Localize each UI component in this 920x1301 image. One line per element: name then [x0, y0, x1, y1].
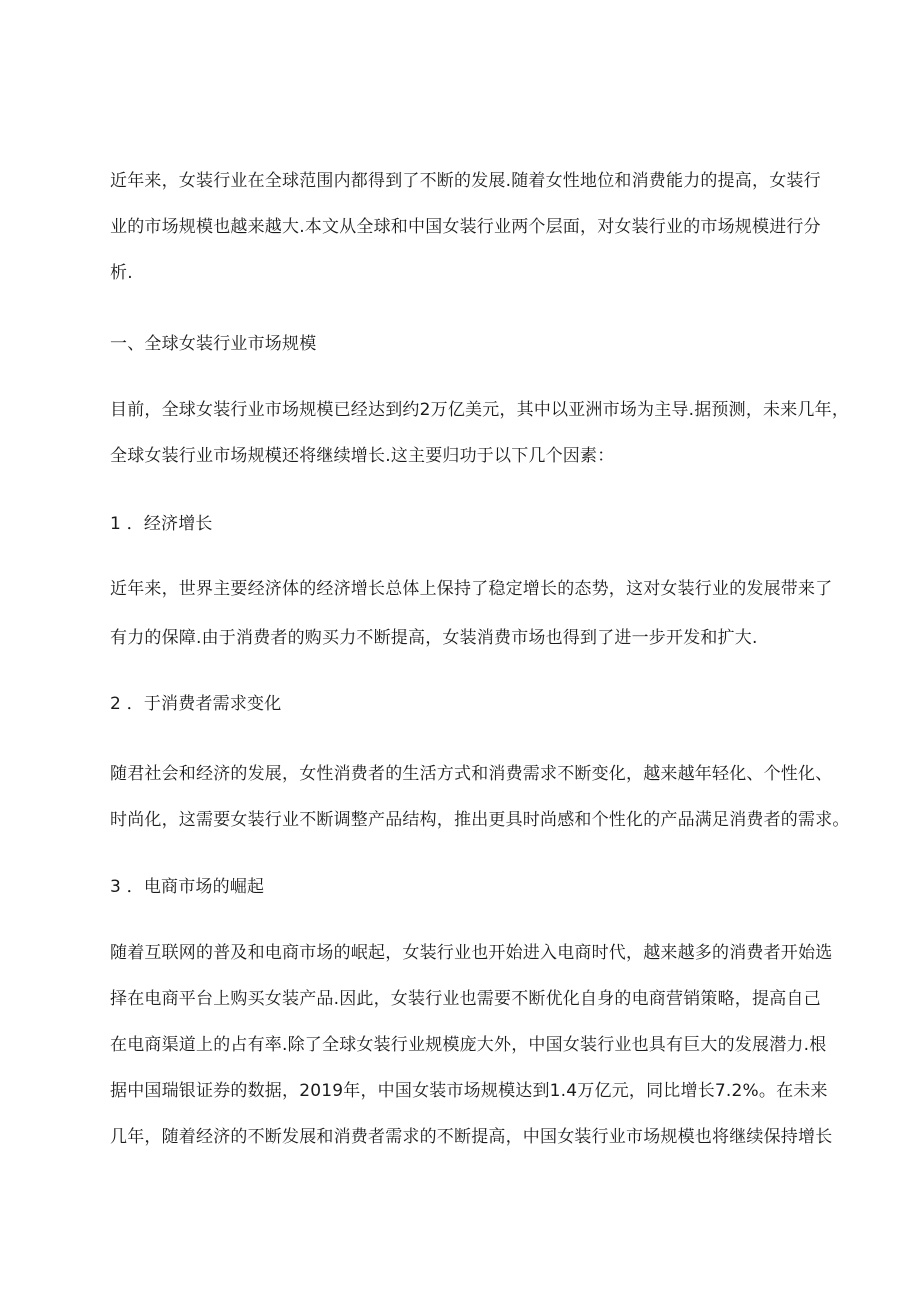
factor1-heading: 1 ．经济增长 — [110, 514, 213, 534]
intro-line-3: 析. — [110, 263, 133, 283]
factor3-line-3: 在电商渠道上的占有率.除了全球女装行业规模庞大外，中国女装行业也具有巨大的发展潜力.根 — [110, 1035, 827, 1055]
factor3-line-1: 随着互联网的普及和电商市场的岷起，女装行业也开始进入电商时代，越来越多的消费者开始选 — [110, 943, 833, 963]
factor2-heading: 2 ．于消费者需求变化 — [110, 694, 282, 714]
factor1-line-1: 近年来，世界主要经济体的经济增长总体上保持了稳定增长的态势，这对女装行业的发展带来了 — [110, 579, 833, 599]
factor2-line-1: 随君社会和经济的发展，女性消费者的生活方式和消费需求不断变化，越来越年轻化、个性化、 — [110, 764, 833, 784]
factor2-line-2: 时尚化，这需要女装行业不断调整产品结构，推出更具时尚感和个性化的产品满足消费者的需求。 — [110, 810, 850, 830]
section1-line-2: 全球女装行业市场规模还将继续增长.这主要归功于以下几个因素： — [110, 446, 615, 466]
factor3-heading: 3 ．电商市场的崛起 — [110, 877, 265, 897]
factor3-line-5: 几年，随着经济的不断发展和消费者需求的不断提高，中国女装行业市场规模也将继续保持增长 — [110, 1127, 833, 1147]
factor3-line-2: 择在电商平台上购买女装产品.因此，女装行业也需要不断优化自身的电商营销策略，提高自己 — [110, 989, 821, 1009]
intro-line-2: 业的市场规模也越来越大.本文从全球和中国女装行业两个层面，对女装行业的市场规模进行分 — [110, 217, 821, 237]
factor1-line-2: 有力的保障.由于消费者的购买力不断提高，女装消费市场也得到了进一步开发和扩大. — [110, 628, 758, 648]
factor3-line-4: 据中国瑞银证券的数据，2019年，中国女装市场规模达到1.4万亿元，同比增长7.2%。在未来 — [110, 1081, 828, 1101]
intro-line-1: 近年来，女装行业在全球范围内都得到了不断的发展.随着女性地位和消费能力的提高，女装行 — [110, 171, 821, 191]
section1-heading: 一、全球女装行业市场规模 — [110, 334, 317, 354]
section1-line-1: 目前，全球女装行业市场规模已经达到约2万亿美元，其中以亚洲市场为主导.据预测，未来几年， — [110, 400, 850, 420]
